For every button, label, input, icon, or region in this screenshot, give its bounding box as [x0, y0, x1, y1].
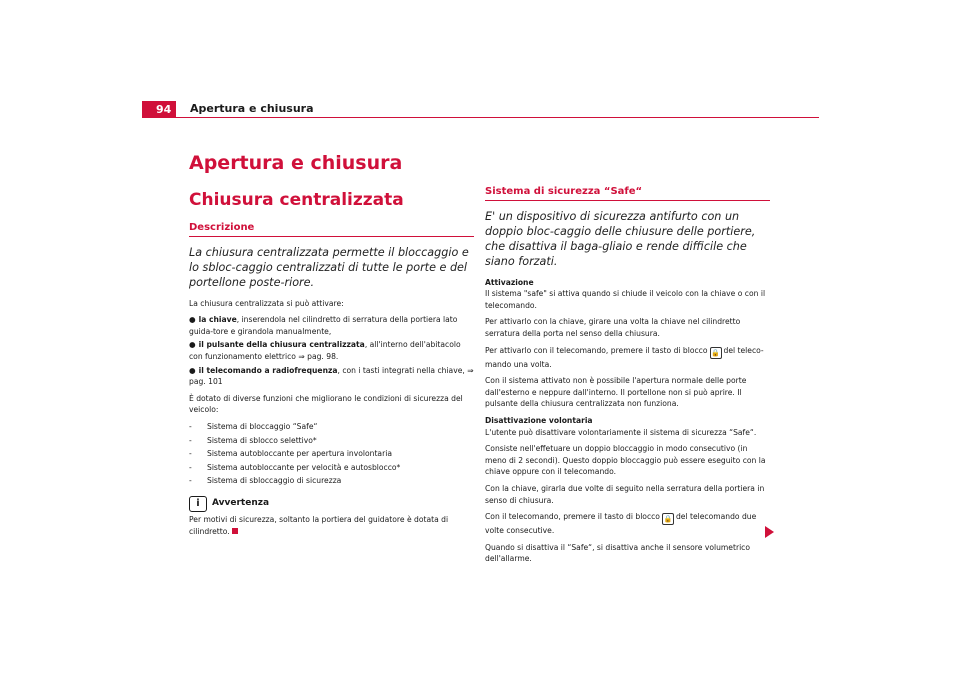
list-item: - Sistema autobloccante per velocità e autosblocco* [189, 462, 401, 472]
activation-heading: Attivazione [485, 277, 534, 287]
paragraph: Il sistema "safe" si attiva quando si chiude il veicolo con la chiave o con il telecomando. [485, 289, 766, 310]
safety-intro: È dotato di diverse funzioni che migliorano le condizioni di sicurezza del veicolo: [189, 393, 463, 415]
list-item: - Sistema di bloccaggio “Safe“ [189, 421, 318, 431]
bullet-icon: ● [189, 315, 196, 325]
lead-paragraph: La chiusura centralizzata permette il bloccaggio e lo sbloc-caggio centralizzati di tutte le porte e del portellone poste-riore. [189, 245, 469, 289]
chapter-title: Apertura e chiusura [189, 152, 403, 174]
warning-header [189, 496, 474, 512]
list-item: - Sistema autobloccante per apertura involontaria [189, 449, 392, 459]
continue-arrow-icon [765, 526, 774, 538]
bullet-icon: ● [189, 365, 196, 375]
header-rule [176, 117, 819, 118]
end-of-section-icon [232, 528, 238, 534]
running-header-title: Apertura e chiusura [190, 102, 314, 115]
list-item: - Sistema di sblocco selettivo* [189, 435, 317, 445]
descrizione-heading: Descrizione [189, 222, 255, 233]
note-icon: i [189, 496, 207, 512]
section-rule [485, 200, 770, 201]
paragraph: Con la chiave, girarla due volte di seguito nella serratura della portiera in senso di chiusura. [485, 483, 765, 505]
deactivation-heading: Disattivazione volontaria [485, 415, 593, 425]
list-item: ● il telecomando a radiofrequenza, con i tasti integrati nella chiave, ⇒ pag. 101 [189, 365, 474, 387]
intro-text: La chiusura centralizzata si può attivare: [189, 298, 344, 308]
list-item: - Sistema di sbloccaggio di sicurezza [189, 476, 342, 486]
paragraph: Con il sistema attivato non è possibile l'apertura normale delle porte dall'esterno e neppure dall'interno. Il portellone non si può aprire. Il pulsante della chiusura centralizzata non funziona. [485, 376, 747, 409]
lead-paragraph: E' un dispositivo di sicurezza antifurto con un doppio bloc-caggio delle chiusure delle portiere, che disattiva il baga-gliaio e rende difficile che siano forzati. [485, 209, 756, 268]
section-rule [189, 236, 474, 237]
warning-title: Avvertenza [212, 498, 270, 509]
paragraph: Quando si disattiva il “Safe“, si disattiva anche il sensore volumetrico dell'allarme. [485, 542, 750, 564]
list-item: ● il pulsante della chiusura centralizzata, all'interno dell'abitacolo con funzionamento elettrico ⇒ pag. 98. [189, 340, 461, 361]
page-number: 94 [142, 101, 176, 118]
left-column [189, 222, 474, 542]
right-column [485, 186, 770, 570]
lock-key-icon: 🔒 [711, 348, 720, 357]
bullet-icon: ● [189, 340, 196, 350]
paragraph: Consiste nell'effetuare un doppio bloccaggio in modo consecutivo (in meno di 2 secondi). Questo doppio bloccaggio può essere eseguito con la chiave oppure con il telecomando. [485, 444, 766, 477]
paragraph: Per attivarlo con il telecomando, premere il tasto di blocco 🔒 del teleco-mando una volta. [485, 345, 764, 369]
lock-key-icon: 🔒 [663, 515, 673, 524]
paragraph: L'utente può disattivare volontariamente il sistema di sicurezza “Safe“. [485, 427, 757, 437]
warning-text: Per motivi di sicurezza, soltanto la portiera del guidatore è dotata di cilindretto. [189, 514, 449, 536]
safe-heading: Sistema di sicurezza “Safe“ [485, 186, 643, 197]
section-title: Chiusura centralizzata [189, 190, 404, 210]
paragraph: Con il telecomando, premere il tasto di blocco 🔒 del telecomando due volte consecutive. [485, 512, 757, 536]
paragraph: Per attivarlo con la chiave, girare una volta la chiave nel cilindretto serratura della porta nel senso della chiusura. [485, 317, 741, 338]
list-item: ● la chiave, inserendola nel cilindretto di serratura della portiera lato guida-tore e girandola manualmente, [189, 315, 458, 336]
